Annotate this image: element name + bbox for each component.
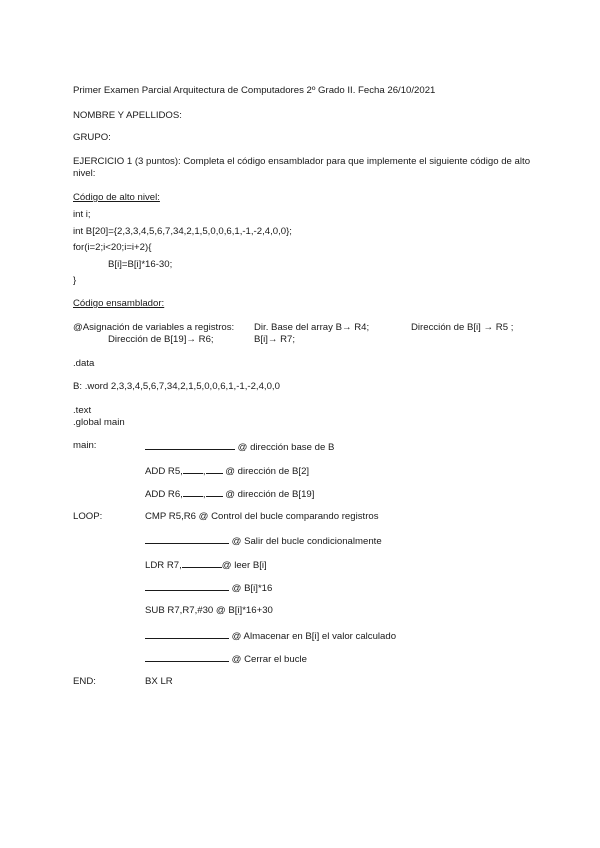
instr-9: @ Almacenar en B[i] el valor calculado [145, 629, 396, 643]
assign-b19-r6: Dirección de B[19]→ R6; [108, 334, 214, 345]
answer-blank-9[interactable] [145, 629, 229, 639]
code-line-5: } [73, 275, 77, 286]
word-declaration: B: .word 2,3,3,4,5,6,7,34,2,1,5,0,0,6,1,-1,-2,4,0,0 [73, 381, 280, 392]
code-line-2: int B[20]={2,3,3,4,5,6,7,34,2,1,5,0,0,6,1,-1,-2,4,0,0}; [73, 226, 292, 237]
instr-8: SUB R7,R7,#30 @ B[i]*16+30 [145, 605, 273, 616]
loop-label: LOOP: [73, 511, 103, 522]
high-level-title: Código de alto nivel: [73, 192, 160, 203]
assembly-title: Código ensamblador: [73, 298, 165, 309]
code-line-3: for(i=2;i<20;i=i+2){ [73, 242, 152, 253]
assign-label: @Asignación de variables a registros: [73, 322, 235, 333]
instr-10: @ Cerrar el bucle [145, 652, 307, 666]
answer-blank-10[interactable] [145, 652, 229, 662]
code-line-1: int i; [73, 209, 91, 220]
code-line-4: B[i]=B[i]*16-30; [108, 259, 173, 270]
exercise-statement: EJERCICIO 1 (3 puntos): Completa el código ensamblador para que implemente el siguiente código de alto nivel: [73, 156, 531, 179]
assign-base-r4: Dir. Base del array B→ R4; [254, 322, 370, 333]
answer-blank-5[interactable] [145, 534, 229, 544]
main-label: main: [73, 440, 97, 451]
exam-header: Primer Examen Parcial Arquitectura de Computadores 2º Grado II. Fecha 26/10/2021 [73, 85, 436, 96]
instr-5: @ Salir del bucle condicionalmente [145, 534, 382, 548]
instr-2: ADD R5, , @ dirección de B[2] [145, 466, 310, 477]
answer-blank-2a[interactable] [183, 464, 203, 474]
nombre-label: NOMBRE Y APELLIDOS: [73, 110, 182, 121]
assign-bi-r5: Dirección de B[i] → R5 ; [411, 322, 514, 333]
answer-blank-3b[interactable] [206, 487, 223, 497]
text-directive: .text [73, 405, 92, 416]
instr-4: CMP R5,R6 @ Control del bucle comparando registros [145, 511, 379, 522]
answer-blank-3a[interactable] [183, 487, 203, 497]
assign-bi-r7: B[i]→ R7; [254, 334, 296, 345]
grupo-label: GRUPO: [73, 132, 111, 143]
instr-6: LDR R7, @ leer B[i] [145, 560, 267, 571]
answer-blank-1[interactable] [145, 440, 235, 450]
answer-blank-6[interactable] [182, 558, 222, 568]
instr-7: @ B[i]*16 [145, 581, 272, 595]
end-label: END: [73, 676, 96, 687]
answer-blank-7[interactable] [145, 581, 229, 591]
instr-1: @ dirección base de B [145, 440, 334, 454]
answer-blank-2b[interactable] [206, 464, 223, 474]
global-directive: .global main [73, 417, 125, 428]
instr-11: BX LR [145, 676, 173, 687]
data-directive: .data [73, 358, 95, 369]
instr-3: ADD R6, , @ dirección de B[19] [145, 489, 315, 500]
